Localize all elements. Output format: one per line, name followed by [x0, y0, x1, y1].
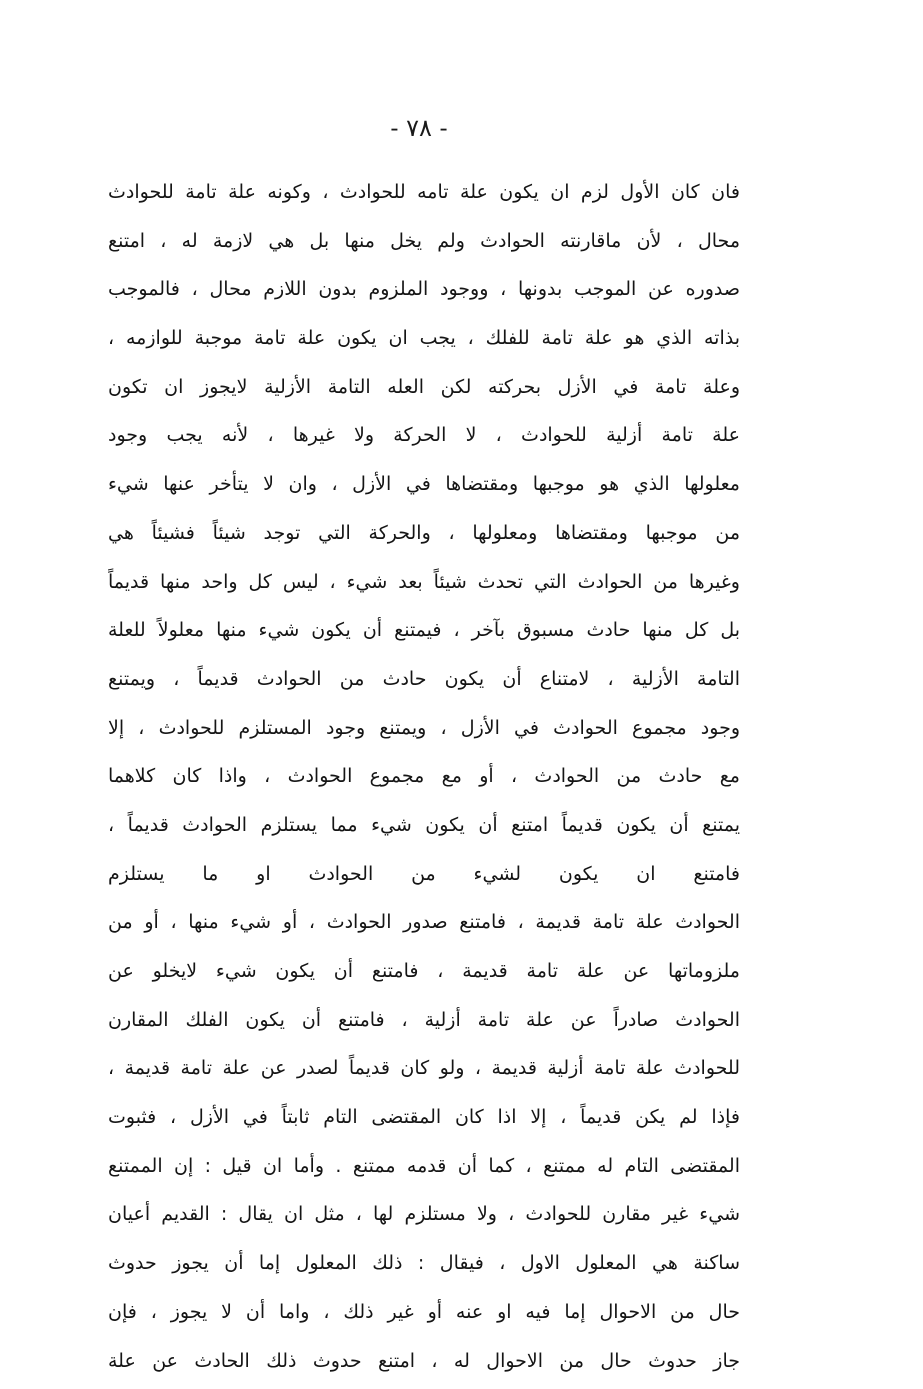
text-line: من موجبها ومقتضاها ومعلولها ، والحركة التي توجد شيئاً فشيئاً هي	[108, 513, 740, 562]
text-line: للحوادث علة تامة أزلية قديمة ، ولو كان قديماً لصدر عن علة تامة قديمة ،	[108, 1048, 740, 1097]
text-line: المقتضى التام له ممتنع ، كما أن قدمه ممتنع . وأما ان قيل : إن الممتنع	[108, 1146, 740, 1195]
page-number: - ٧٨ -	[0, 114, 838, 142]
text-line: جاز حدوث حال من الاحوال له ، امتنع حدوث ذلك الحادث عن علة	[108, 1341, 740, 1389]
text-line: فان كان الأول لزم ان يكون علة تامه للحوادث ، وكونه علة تامة للحوادث	[108, 172, 740, 221]
body-text	[108, 172, 740, 1389]
text-line: يمتنع أن يكون قديماً امتنع أن يكون شيء مما يستلزم الحوادث قديماً ،	[108, 805, 740, 854]
text-line: مع حادث من الحوادث ، أو مع مجموع الحوادث ، واذا كان كلاهما	[108, 756, 740, 805]
text-line: علة تامة أزلية للحوادث ، لا الحركة ولا غيرها ، لأنه يجب وجود	[108, 415, 740, 464]
text-line: فإذا لم يكن قديماً ، إلا اذا كان المقتضى التام ثابتاً في الأزل ، فثبوت	[108, 1097, 740, 1146]
text-line: ساكنة هي المعلول الاول ، فيقال : ذلك المعلول إما أن يجوز حدوث	[108, 1243, 740, 1292]
text-line: ملزوماتها عن علة تامة قديمة ، فامتنع أن يكون شيء لايخلو عن	[108, 951, 740, 1000]
text-line: حال من الاحوال إما فيه او عنه أو غير ذلك ، واما أن لا يجوز ، فإن	[108, 1292, 740, 1341]
text-line: معلولها الذي هو موجبها ومقتضاها في الأزل ، وان لا يتأخر عنها شيء	[108, 464, 740, 513]
text-line: التامة الأزلية ، لامتناع أن يكون حادث من الحوادث قديماً ، ويمتنع	[108, 659, 740, 708]
text-line: محال ، لأن ماقارنته الحوادث ولم يخل منها بل هي لازمة له ، امتنع	[108, 221, 740, 270]
text-line: شيء غير مقارن للحوادث ، ولا مستلزم لها ، مثل ان يقال : القديم أعيان	[108, 1194, 740, 1243]
text-line: وغيرها من الحوادث التي تحدث شيئاً بعد شيء ، ليس كل واحد منها قديماً	[108, 562, 740, 611]
text-line: فامتنع ان يكون لشيء من الحوادث او ما يستلزم	[108, 854, 740, 903]
text-line: الحوادث صادراً عن علة تامة أزلية ، فامتنع أن يكون الفلك المقارن	[108, 1000, 740, 1049]
text-line: الحوادث علة تامة قديمة ، فامتنع صدور الحوادث ، أو شيء منها ، أو من	[108, 902, 740, 951]
text-line: بل كل منها حادث مسبوق بآخر ، فيمتنع أن يكون شيء منها معلولاً للعلة	[108, 610, 740, 659]
text-line: بذاته الذي هو علة تامة للفلك ، يجب ان يكون علة تامة موجبة للوازمه ،	[108, 318, 740, 367]
text-line: صدوره عن الموجب بدونها ، ووجود الملزوم بدون اللازم محال ، فالموجب	[108, 269, 740, 318]
text-line: وجود مجموع الحوادث في الأزل ، ويمتنع وجود المستلزم للحوادث ، إلا	[108, 708, 740, 757]
text-line: وعلة تامة في الأزل بحركته لكن العله التامة الأزلية لايجوز ان تكون	[108, 367, 740, 416]
